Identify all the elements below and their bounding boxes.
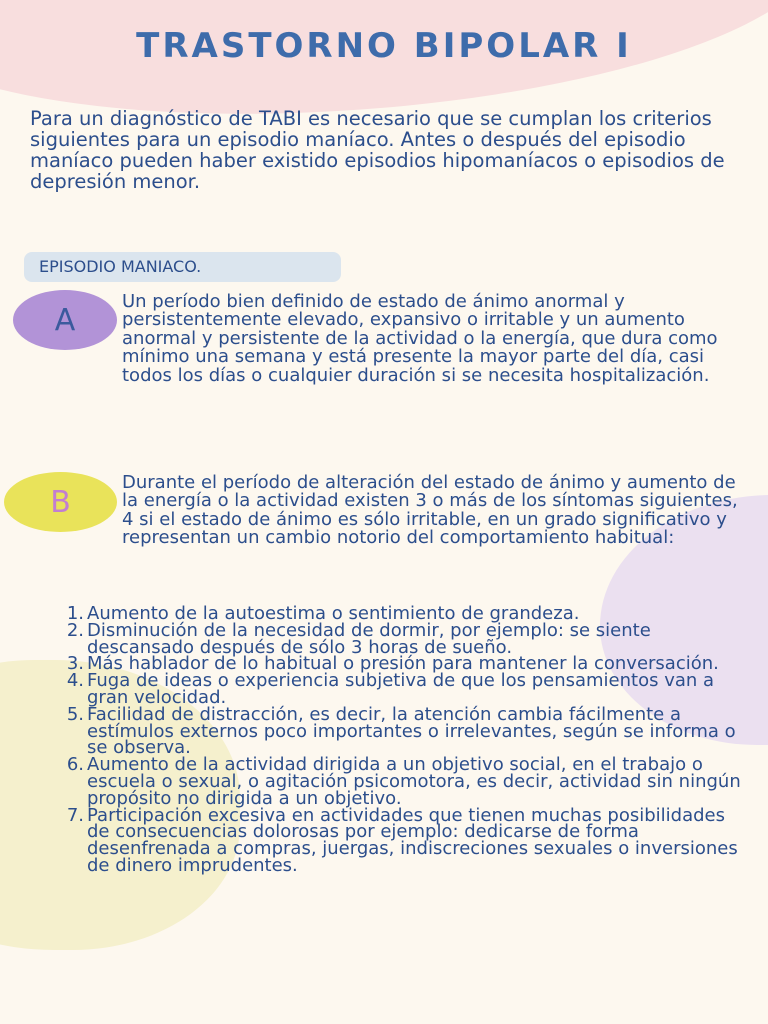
list-item	[18, 670, 743, 708]
list-item-text: Más hablador de lo habitual o presión para mantener la conversación.	[87, 653, 719, 675]
list-item-number: 4.	[66, 670, 84, 692]
list-item-text: Aumento de la actividad dirigida a un objetivo social, en el trabajo o escuela o sexual, o agitación psicomotora, es decir, actividad sin ningún propósito no dirigida a un objetivo.	[87, 754, 741, 809]
list-item	[18, 703, 743, 759]
intro-paragraph: Para un diagnóstico de TABI es necesario que se cumplan los criterios siguientes para un episodio maníaco. Antes o después del episodio maníaco pueden haber existido episodios hipomaníacos o episodios de depresión menor.	[30, 107, 725, 193]
symptom-list	[18, 603, 743, 876]
criterion-b-letter: B	[50, 484, 71, 520]
list-item-text: Participación excesiva en actividades que tienen muchas posibilidades de consecuencias dolorosas por ejemplo: dedicarse de forma desenfrenada a compras, juergas, indiscreciones sexuales o inversiones de dinero imprudentes.	[87, 804, 738, 876]
list-item-text: Disminución de la necesidad de dormir, por ejemplo: se siente descansado después de sólo 3 horas de sueño.	[87, 619, 651, 658]
list-item-number: 1.	[66, 603, 84, 624]
section-label: EPISODIO MANIACO.	[39, 257, 202, 276]
list-item-text: Facilidad de distracción, es decir, la atención cambia fácilmente a estímulos externos poco importantes o irrelevantes, según se informa o se observa.	[87, 703, 736, 759]
section-label-pill	[24, 252, 341, 282]
list-item-number: 6.	[66, 754, 84, 776]
list-item	[18, 619, 743, 658]
criterion-b-text: Durante el período de alteración del estado de ánimo y aumento de la energía o la actividad existen 3 o más de los síntomas siguientes, 4 si el estado de ánimo es sólo irritable, en un grado significativo y representan un cambio notorio del comportamiento habitual:	[122, 472, 738, 549]
page-title: TRASTORNO BIPOLAR I	[136, 26, 632, 66]
list-item-number: 7.	[66, 804, 84, 826]
criterion-b-badge	[4, 472, 117, 532]
list-item-number: 2.	[66, 619, 84, 641]
criterion-a-letter: A	[54, 302, 76, 338]
list-item	[18, 754, 743, 809]
list-item-text: Aumento de la autoestima o sentimiento de grandeza.	[87, 603, 580, 624]
list-item-text: Fuga de ideas o experiencia subjetiva de que los pensamientos van a gran velocidad.	[87, 670, 715, 708]
list-item-number: 3.	[66, 653, 84, 675]
criterion-a-text: Un período bien definido de estado de ánimo anormal y persistentemente elevado, expansivo o irritable y un aumento anormal y persistente de la actividad o la energía, que dura como mínimo una semana y está presente la mayor parte del día, casi todos los días o cualquier duración si se necesita hospitalización.	[122, 291, 718, 386]
criterion-a-badge	[13, 290, 117, 350]
list-item-number: 5.	[66, 703, 84, 725]
list-item	[18, 804, 743, 876]
